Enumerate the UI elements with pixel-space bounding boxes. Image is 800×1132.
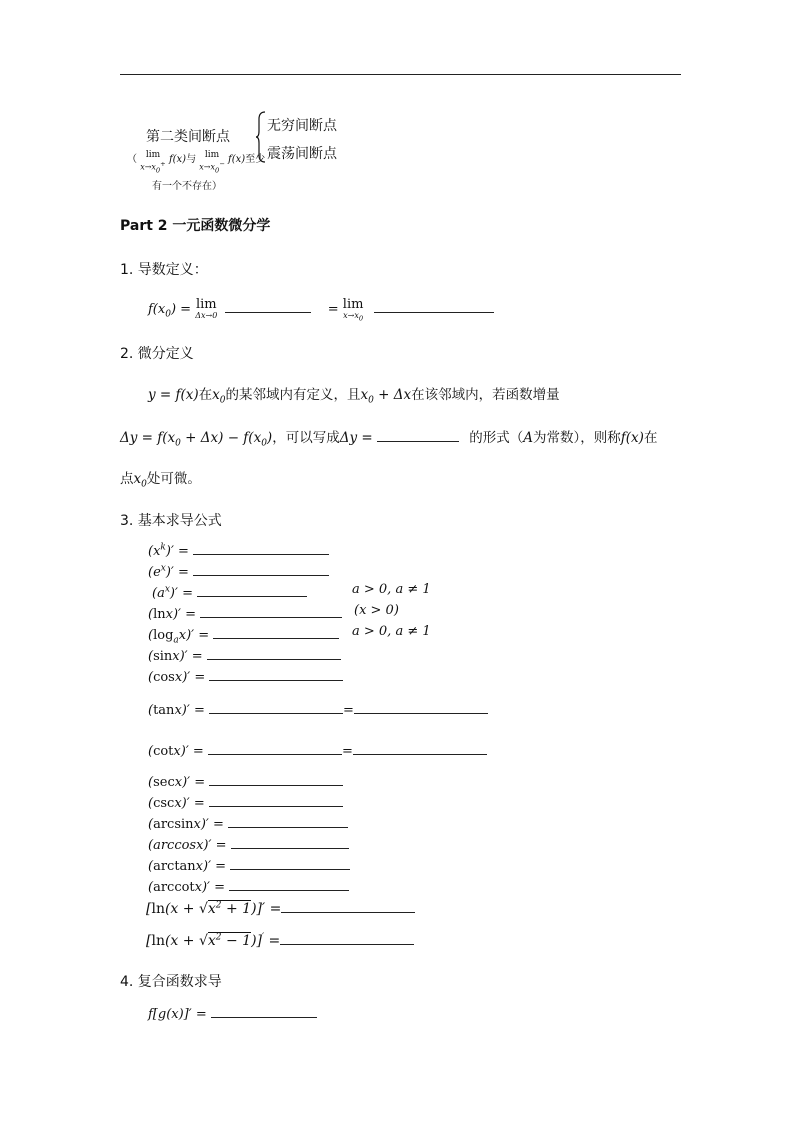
differential-line3: 点$x_0$处可微。 [120, 471, 201, 490]
cond-atleast: 至少 [245, 154, 266, 165]
formula-arccot: (arccotx)′ = [148, 876, 349, 895]
cond-log: a > 0, a ≠ 1 [352, 624, 431, 639]
section3-title: 3. 基本求导公式 [120, 513, 222, 529]
formula-sec: (secx)′ = [148, 771, 343, 790]
second-kind-title: 第二类间断点 [146, 129, 230, 145]
lim-right: lim $x\to x_0^-$ [199, 150, 225, 175]
formula-ln-sqrt-plus: $[\ln(x + √x^2 + 1)]'$ = [146, 898, 415, 917]
cond-open: （ [127, 154, 137, 165]
formula-cos: (cosx)′ = [148, 666, 343, 685]
fx-left: f(x) [168, 154, 187, 165]
formula-composite: f[g(x)]′ = [148, 1003, 317, 1022]
formula-sin: (sinx)′ = [148, 645, 341, 664]
formula-power: $(x^k)'$ = [148, 540, 329, 559]
second-kind-condition [127, 150, 265, 174]
header-rule [120, 74, 681, 75]
part2-heading: Part 2 一元函数微分学 [120, 218, 271, 234]
formula-arccos: (arccosx)′ = [148, 834, 349, 853]
formula-log: $(\log_ax)'$ = [148, 624, 339, 646]
derivative-definition: $f(x_0) = \lim$ Δx→0 = lim $x\to x_0$ [148, 298, 494, 322]
branch-oscillating: 震荡间断点 [267, 146, 337, 162]
formula-ln-sqrt-minus: $[\ln(x + √x^2 - 1)]'$ = [146, 930, 414, 949]
formula-csc: (cscx)′ = [148, 792, 343, 811]
formula-arcsin: (arcsinx)′ = [148, 813, 348, 832]
fx-right: f(x) [228, 154, 246, 165]
lim-x: lim $x\to x_0$ [342, 297, 364, 323]
lim-dx: lim Δx→0 [195, 297, 218, 320]
section2-title: 2. 微分定义 [120, 346, 194, 362]
lim-left: lim $x\to x_0^+$ [140, 150, 166, 175]
blank-def-1[interactable] [225, 298, 311, 313]
differential-line1: y = f(x)在$x_0$的某邻域内有定义，且$x_0 + \Delta x$在该邻域内，若函数增量 [148, 387, 560, 406]
formula-ln: (lnx)′ = [148, 603, 342, 622]
formula-exp: $(e^x)'$ = [148, 561, 329, 580]
second-kind-condition-line2: 有一个不存在） [152, 181, 222, 192]
formula-cot: (cotx)′ = = [148, 740, 487, 759]
formula-arctan: (arctanx)′ = [148, 855, 350, 874]
cond-with: 与 [186, 154, 197, 165]
branch-infinite: 无穷间断点 [267, 118, 337, 134]
formula-ax: $(a^x)'$ = [152, 582, 307, 601]
cond-ln: (x > 0) [354, 603, 399, 618]
section1-title: 1. 导数定义： [120, 262, 208, 278]
formula-tan: (tanx)′ = = [148, 699, 488, 718]
differential-line2: $\Delta y = f(x_0 + \Delta x) - f(x_0)$，可以写成Δy = 的形式（A为常数），则称f(x)在 [120, 426, 657, 449]
blank-diff[interactable] [377, 427, 459, 442]
blank-def-2[interactable] [374, 298, 494, 313]
section4-title: 4. 复合函数求导 [120, 974, 222, 990]
cond-ax: a > 0, a ≠ 1 [352, 582, 431, 597]
